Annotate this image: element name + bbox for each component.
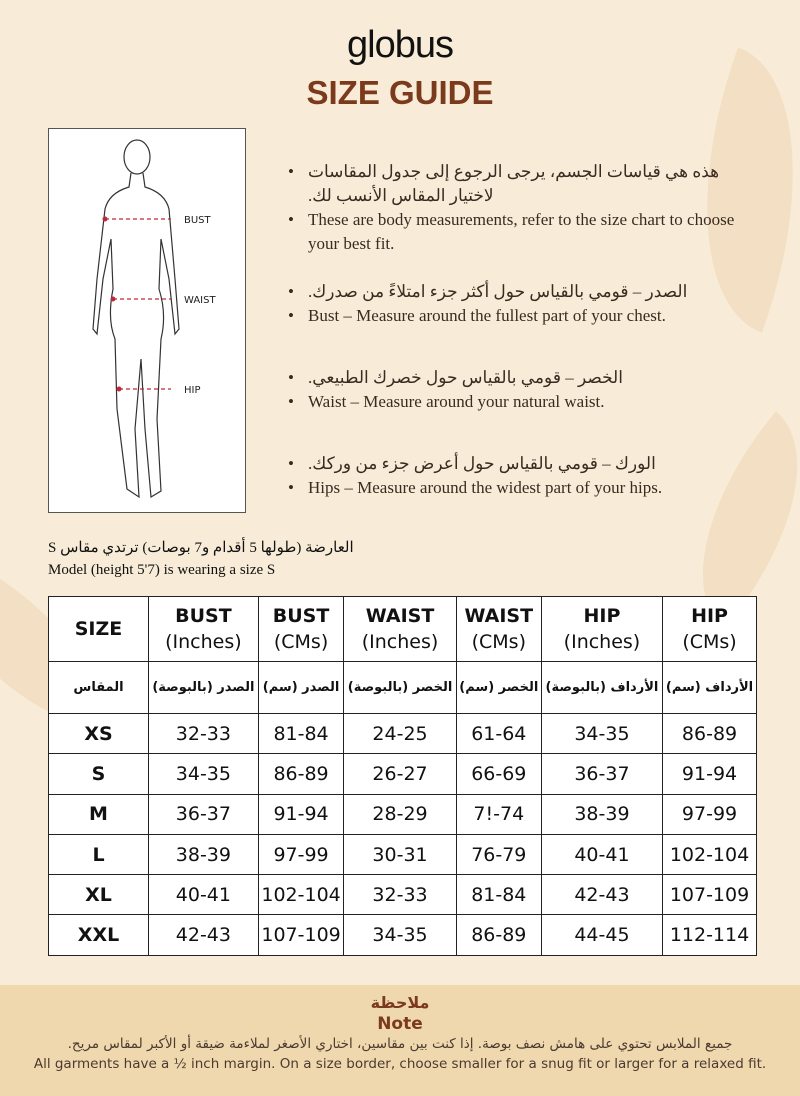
column-header-ar: المقاس [49, 662, 149, 714]
measurement-cell: 7!-74 [456, 794, 541, 834]
measurement-cell: 42-43 [541, 875, 662, 915]
instruction-en: These are body measurements, refer to the size chart to choose your best fit. [308, 210, 735, 253]
instruction-item: • هذه هي قياسات الجسم، يرجى الرجوع إلى جدول المقاسات لاختيار المقاس الأنسب لك. • These are body measurements, refer to the size chart to choose your best fit. [288, 160, 758, 256]
note-text-ar: جميع الملابس تحتوي على هامش نصف بوصة. إذا كنت بين مقاسين، اختاري الأصغر لملاءمة ضيقة أو الأكبر لمقاس مريح. [67, 1036, 733, 1052]
model-info-ar: العارضة (طولها 5 أقدام و7 بوصات) ترتدي مقاس S [48, 540, 354, 556]
hip-label: HIP [184, 385, 201, 396]
measurement-cell: 86-89 [663, 714, 757, 754]
table-row [49, 794, 757, 834]
measurement-cell: 34-35 [344, 915, 456, 955]
column-header: WAIST (Inches) [344, 597, 456, 662]
model-info [48, 537, 354, 581]
header-row [49, 597, 757, 662]
measurement-cell: 30-31 [344, 834, 456, 874]
measurement-cell: 38-39 [541, 794, 662, 834]
note-text-en: All garments have a ½ inch margin. On a size border, choose smaller for a snug fit or larger for a relaxed fit. [33, 1056, 767, 1072]
instruction-item: • الخصر – قومي بالقياس حول خصرك الطبيعي. • Waist – Measure around your natural waist. [288, 366, 758, 414]
waist-label: WAIST [184, 295, 216, 306]
column-header-ar: الأرداف (سم) [663, 662, 757, 714]
note-section [0, 985, 800, 1096]
measurement-cell: 81-84 [456, 875, 541, 915]
measurement-cell: 86-89 [456, 915, 541, 955]
measurement-figure [48, 128, 246, 513]
measurement-cell: 91-94 [663, 754, 757, 794]
measurement-cell: 28-29 [344, 794, 456, 834]
column-header-ar: الأرداف (بالبوصة) [541, 662, 662, 714]
measurement-cell: 86-89 [258, 754, 344, 794]
measurement-cell: 34-35 [541, 714, 662, 754]
table-row [49, 915, 757, 955]
measurement-cell: 26-27 [344, 754, 456, 794]
column-header-ar: الصدر (بالبوصة) [149, 662, 259, 714]
table-row [49, 714, 757, 754]
measurement-cell: 40-41 [149, 875, 259, 915]
bust-label: BUST [184, 215, 211, 226]
size-cell: S [49, 754, 149, 794]
table-row [49, 754, 757, 794]
instruction-ar: هذه هي قياسات الجسم، يرجى الرجوع إلى جدول المقاسات لاختيار المقاس الأنسب لك. [308, 162, 720, 205]
body-silhouette-icon [49, 129, 247, 514]
measurement-cell: 32-33 [344, 875, 456, 915]
note-title: Note [377, 1014, 423, 1034]
measurement-cell: 66-69 [456, 754, 541, 794]
page-title: SIZE GUIDE [306, 74, 494, 111]
column-header-ar: الخصر (بالبوصة) [344, 662, 456, 714]
measurement-cell: 91-94 [258, 794, 344, 834]
column-header: SIZE [49, 597, 149, 662]
measurement-cell: 107-109 [258, 915, 344, 955]
brand-logo: globus [347, 24, 453, 66]
measurement-cell: 112-114 [663, 915, 757, 955]
measurement-cell: 44-45 [541, 915, 662, 955]
instructions-list [288, 160, 758, 522]
column-header-ar: الخصر (سم) [456, 662, 541, 714]
column-header: WAIST (CMs) [456, 597, 541, 662]
column-header-ar: الصدر (سم) [258, 662, 344, 714]
size-cell: XL [49, 875, 149, 915]
instruction-en: Waist – Measure around your natural waist. [308, 392, 605, 411]
size-cell: M [49, 794, 149, 834]
column-header: HIP (Inches) [541, 597, 662, 662]
instruction-item: • الورك – قومي بالقياس حول أعرض جزء من وركك. • Hips – Measure around the widest part of your hips. [288, 452, 758, 500]
measurement-cell: 42-43 [149, 915, 259, 955]
instruction-ar: الخصر – قومي بالقياس حول خصرك الطبيعي. [308, 368, 623, 387]
instruction-item: • الصدر – قومي بالقياس حول أكثر جزء امتلاءً من صدرك. • Bust – Measure around the fullest part of your chest. [288, 280, 758, 328]
size-cell: L [49, 834, 149, 874]
measurement-cell: 61-64 [456, 714, 541, 754]
measurement-cell: 97-99 [663, 794, 757, 834]
model-info-en: Model (height 5'7) is wearing a size S [48, 562, 276, 578]
arabic-header-row [49, 662, 757, 714]
table-row [49, 875, 757, 915]
measurement-cell: 38-39 [149, 834, 259, 874]
size-cell: XS [49, 714, 149, 754]
measurement-cell: 76-79 [456, 834, 541, 874]
column-header: BUST (Inches) [149, 597, 259, 662]
measurement-cell: 36-37 [149, 794, 259, 834]
size-chart-table [48, 596, 757, 956]
measurement-cell: 97-99 [258, 834, 344, 874]
instruction-en: Bust – Measure around the fullest part of your chest. [308, 306, 666, 325]
instruction-en: Hips – Measure around the widest part of your hips. [308, 478, 663, 497]
size-cell: XXL [49, 915, 149, 955]
column-header: BUST (CMs) [258, 597, 344, 662]
measurement-cell: 34-35 [149, 754, 259, 794]
measurement-cell: 32-33 [149, 714, 259, 754]
instruction-ar: الورك – قومي بالقياس حول أعرض جزء من وركك. [308, 454, 656, 473]
column-header: HIP (CMs) [663, 597, 757, 662]
table-row [49, 834, 757, 874]
measurement-cell: 36-37 [541, 754, 662, 794]
measurement-cell: 102-104 [258, 875, 344, 915]
note-title-ar: ملاحظة [370, 993, 430, 1012]
instruction-ar: الصدر – قومي بالقياس حول أكثر جزء امتلاءً من صدرك. [308, 282, 688, 301]
measurement-cell: 40-41 [541, 834, 662, 874]
measurement-cell: 107-109 [663, 875, 757, 915]
measurement-cell: 24-25 [344, 714, 456, 754]
measurement-cell: 102-104 [663, 834, 757, 874]
measurement-cell: 81-84 [258, 714, 344, 754]
